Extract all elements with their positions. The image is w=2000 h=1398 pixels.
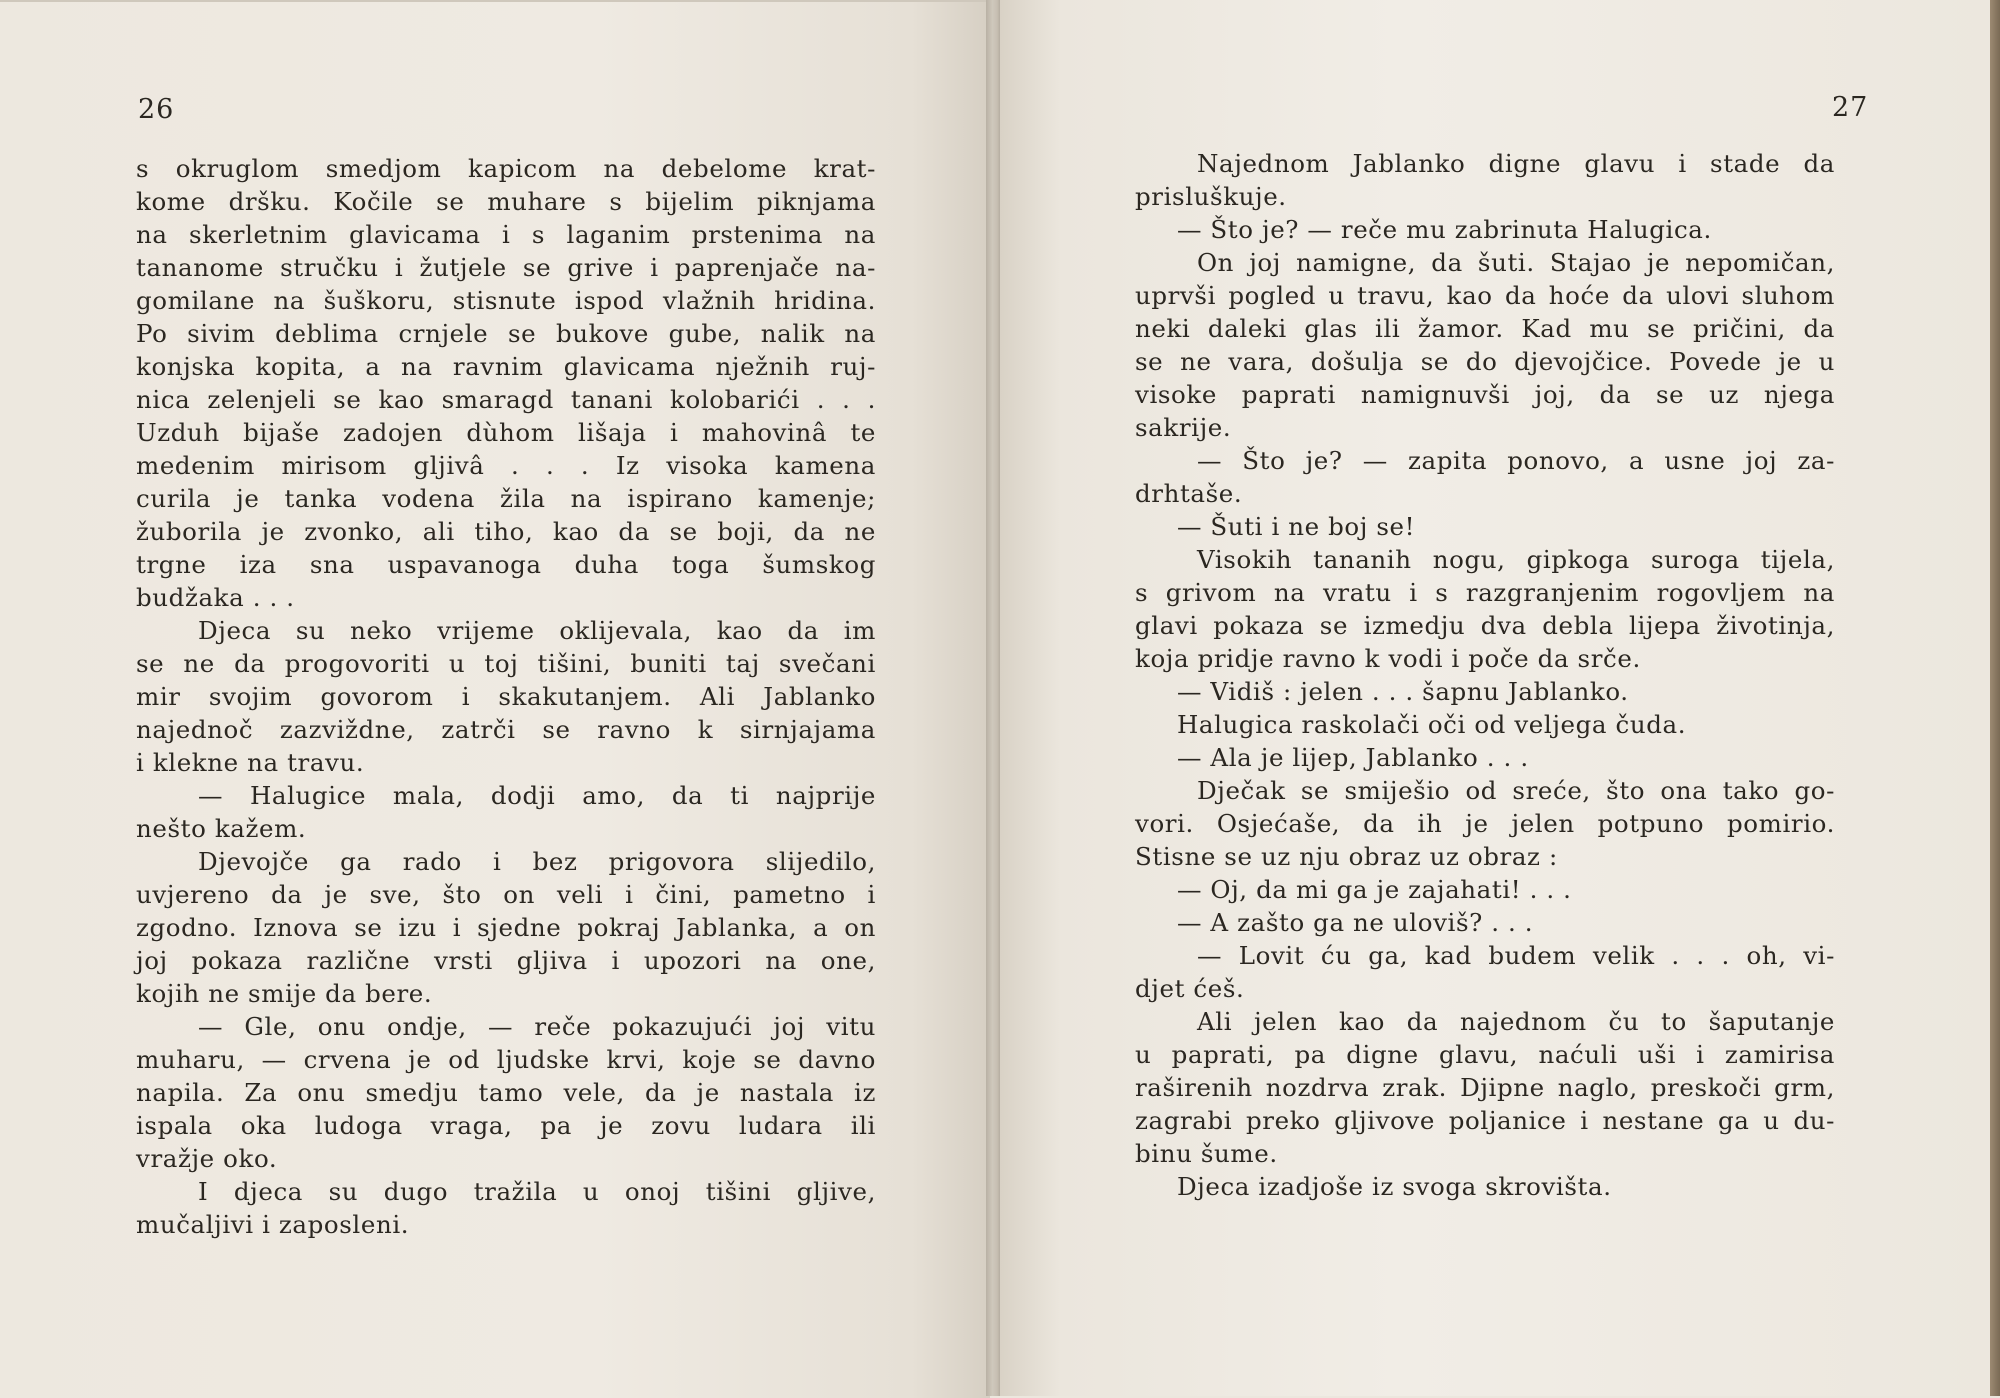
text-line: On joj namigne, da šuti. Stajao je nepomičan, [1197,248,1835,277]
text-line: Djevojče ga rado i bez prigovora slijedilo, [198,847,876,876]
text-line: — Lovit ću ga, kad budem velik . . . oh, vi- [1197,941,1835,970]
text-line: Najednom Jablanko digne glavu i stade da [1197,149,1835,178]
text-line: raširenih nozdrva zrak. Djipne naglo, preskoči grm, [1135,1073,1835,1102]
text-line: s grivom na vratu i s razgranjenim rogovljem na [1135,578,1835,607]
text-line: binu šume. [1135,1139,1278,1168]
text-line: kome dršku. Kočile se muhare s bijelim piknjama [136,187,876,216]
text-line: nica zelenjeli se kao smaragd tanani kolobarići . . . [136,385,876,414]
text-line: nešto kažem. [136,814,307,843]
text-line: tananome stručku i žutjele se grive i paprenjače na- [136,253,876,282]
text-line: najednoč zazviždne, zatrči se ravno k sirnjajama [136,715,876,744]
text-line: ispala oka ludoga vraga, pa je zovu ludara ili [136,1111,876,1140]
text-line: trgne iza sna uspavanoga duha toga šumskog [136,550,876,579]
text-line: — A zašto ga ne uloviš? . . . [1135,908,1534,937]
text-line: joj pokaza različne vrsti gljiva i upozori na one, [136,946,876,975]
left-page [0,0,990,1398]
text-line: zagrabi preko gljivove poljanice i nestane ga u du- [1135,1106,1835,1135]
text-line: — Gle, onu ondje, — reče pokazujući joj vitu [198,1012,876,1041]
text-line: Stisne se uz nju obraz uz obraz : [1135,842,1558,871]
text-line: Po sivim deblima crnjele se bukove gube, nalik na [136,319,876,348]
text-line: Dječak se smiješio od sreće, što ona tako go- [1197,776,1835,805]
text-line: — Šuti i ne boj se! [1135,512,1416,541]
text-line: konjska kopita, a na ravnim glavicama nježnih ruj- [136,352,876,381]
text-line: Uzduh bijaše zadojen dùhom lišaja i mahovinâ te [136,418,876,447]
right-page [1000,0,2000,1396]
text-line: muharu, — crvena je od ljudske krvi, koje se davno [136,1045,876,1074]
text-line: zgodno. Iznova se izu i sjedne pokraj Jablanka, a on [136,913,876,942]
text-line: — Halugice mala, dodji amo, da ti najprije [198,781,876,810]
text-line: Ali jelen kao da najednom ču to šaputanje [1197,1007,1835,1036]
text-line: I djeca su dugo tražila u onoj tišini gljive, [198,1177,876,1206]
text-line: žuborila je zvonko, ali tiho, kao da se boji, da ne [136,517,876,546]
text-line: — Oj, da mi ga je zajahati! . . . [1135,875,1572,904]
text-line: Halugica raskolači oči od veljega čuda. [1135,710,1687,739]
text-line: sakrije. [1135,413,1232,442]
text-line: neki daleki glas ili žamor. Kad mu se pričini, da [1135,314,1835,343]
text-line: mučaljivi i zaposleni. [136,1210,410,1239]
text-line: i klekne na travu. [136,748,365,777]
text-line: curila je tanka vodena žila na ispirano kamenje; [136,484,876,513]
text-line: visoke paprati namignuvši joj, da se uz njega [1135,380,1835,409]
text-line: — Ala je lijep, Jablanko . . . [1135,743,1529,772]
text-line: Djeca su neko vrijeme oklijevala, kao da im [198,616,876,645]
text-line: uvjereno da je sve, što on veli i čini, pametno i [136,880,876,909]
text-line: vori. Osjećaše, da ih je jelen potpuno pomirio. [1135,809,1835,838]
text-line: gomilane na šuškoru, stisnute ispod vlažnih hridina. [136,286,876,315]
text-line: se ne da progovoriti u toj tišini, buniti taj svečani [136,649,876,678]
text-line: Djeca izadjoše iz svoga skrovišta. [1135,1172,1612,1201]
book-edge [1990,0,2000,1396]
text-line: se ne vara, došulja se do djevojčice. Povede je u [1135,347,1835,376]
text-line: budžaka . . . [136,583,295,612]
text-line: Visokih tananih nogu, gipkoga suroga tijela, [1197,545,1835,574]
text-line: vražje oko. [136,1144,278,1173]
page-number-right: 27 [1832,92,1869,123]
text-line: medenim mirisom gljivâ . . . Iz visoka kamena [136,451,876,480]
text-line: kojih ne smije da bere. [136,979,433,1008]
text-line: na skerletnim glavicama i s laganim prstenima na [136,220,876,249]
text-line: — Vidiš : jelen . . . šapnu Jablanko. [1135,677,1629,706]
text-line: djet ćeš. [1135,974,1245,1003]
right-page-text [1135,147,1835,1203]
left-page-text [136,152,876,1241]
text-line: — Što je? — reče mu zabrinuta Halugica. [1135,215,1712,244]
text-line: koja pridje ravno k vodi i poče da srče. [1135,644,1641,673]
text-line: s okruglom smedjom kapicom na debelome krat- [136,154,876,183]
text-line: glavi pokaza se izmedju dva debla lijepa životinja, [1135,611,1835,640]
text-line: napila. Za onu smedju tamo vele, da je nastala iz [136,1078,876,1107]
text-line: mir svojim govorom i skakutanjem. Ali Jablanko [136,682,876,711]
text-line: — Što je? — zapita ponovo, a usne joj za- [1197,446,1835,475]
text-line: prisluškuje. [1135,182,1287,211]
text-line: u paprati, pa digne glavu, naćuli uši i zamirisa [1135,1040,1835,1069]
page-number-left: 26 [138,94,175,125]
text-line: uprvši pogled u travu, kao da hoće da ulovi sluhom [1135,281,1835,310]
text-line: drhtaše. [1135,479,1243,508]
